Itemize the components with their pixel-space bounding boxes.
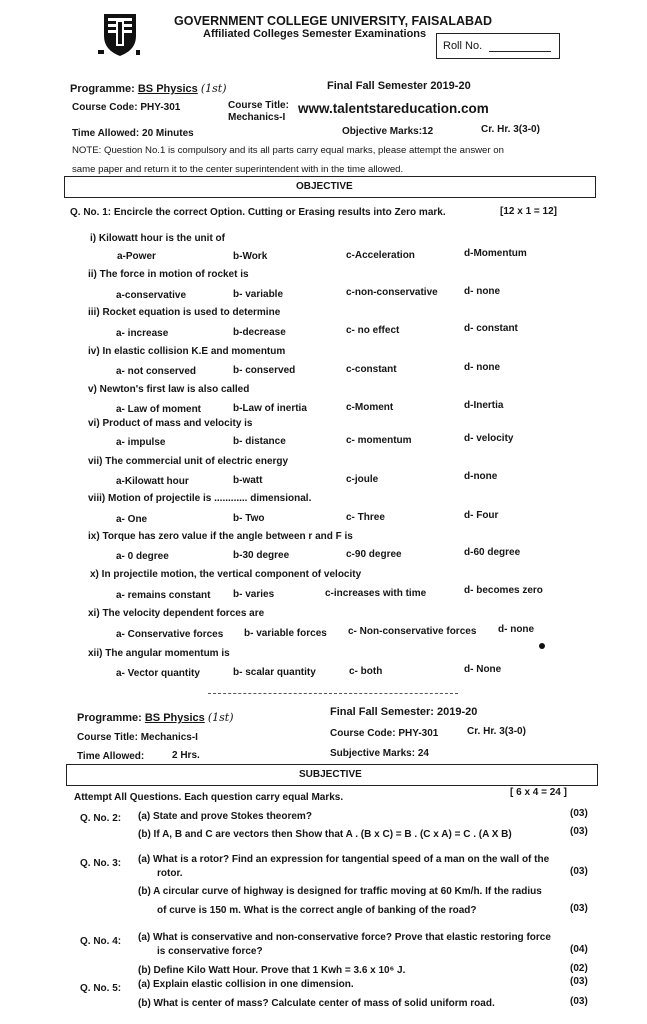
mcq-question: iii) Rocket equation is used to determine — [88, 307, 281, 318]
q4b-text: (b) Define Kilo Watt Hour. Prove that 1 Kwh = 3.6 x 10⁶ J. — [138, 965, 406, 976]
mcq-question: v) Newton's first law is also called — [88, 384, 250, 395]
mcq-option-c[interactable]: c-constant — [346, 364, 397, 375]
q2a-text: (a) State and prove Stokes theorem? — [138, 811, 312, 822]
q5b-text: (b) What is center of mass? Calculate center of mass of solid uniform road. — [138, 998, 495, 1009]
q5b-marks: (03) — [570, 996, 588, 1007]
mcq-question: vi) Product of mass and velocity is — [88, 418, 253, 429]
mcq-option-d[interactable]: d- becomes zero — [464, 585, 543, 596]
q3b-marks: (03) — [570, 903, 588, 914]
mcq-question: ii) The force in motion of rocket is — [88, 269, 249, 280]
university-logo — [96, 10, 144, 58]
mcq-option-d[interactable]: d- none — [464, 286, 501, 297]
subj-instruction: Attempt All Questions. Each question carry equal Marks. — [74, 792, 344, 803]
website-watermark: www.talentstareducation.com — [298, 101, 489, 116]
mcq-option-c[interactable]: c- Three — [346, 512, 385, 523]
q5a-text: (a) Explain elastic collision in one dimension. — [138, 979, 354, 990]
roll-no-label: Roll No. — [443, 40, 483, 52]
q4a-text-line-1: (a) What is conservative and non-conservative force? Prove that elastic restoring force — [138, 932, 551, 943]
mcq-option-c[interactable]: c- no effect — [346, 325, 400, 336]
q3b-text-line-1: (b) A circular curve of highway is designed for traffic moving at 60 Km/h. If the radius — [138, 886, 542, 897]
subj-total: [ 6 x 4 = 24 ] — [510, 787, 567, 798]
q2-label: Q. No. 2: — [80, 813, 122, 824]
subj-programme — [77, 711, 234, 724]
exam-subtitle: Affiliated Colleges Semester Examinations — [203, 28, 427, 40]
mcq-option-b[interactable]: b-Work — [233, 251, 268, 262]
subj-programme-value: BS Physics — [144, 712, 205, 724]
q4a-marks: (04) — [570, 944, 588, 955]
mcq-option-a[interactable]: a- One — [116, 514, 148, 525]
obj-course-code: Course Code: PHY-301 — [72, 102, 181, 113]
mcq-option-a[interactable]: a- not conserved — [116, 366, 197, 377]
mcq-question: iv) In elastic collision K.E and momentum — [88, 346, 286, 357]
mcq-option-b[interactable]: b- scalar quantity — [233, 667, 316, 678]
mcq-option-a[interactable]: a-Kilowatt hour — [116, 476, 189, 487]
obj-credit: Cr. Hr. 3(3-0) — [481, 124, 540, 135]
mcq-option-b[interactable]: b-watt — [233, 475, 263, 486]
mcq-option-a[interactable]: a- Law of moment — [116, 404, 202, 415]
obj-programme-label: Programme: — [70, 83, 135, 95]
mcq-question: xi) The velocity dependent forces are — [88, 608, 265, 619]
mcq-question: x) In projectile motion, the vertical component of velocity — [90, 569, 362, 580]
objective-heading: OBJECTIVE — [296, 181, 353, 192]
q4b-marks: (02) — [570, 963, 588, 974]
mcq-option-c[interactable]: c- momentum — [346, 435, 412, 446]
mcq-option-d[interactable]: d- constant — [464, 323, 518, 334]
ink-dot — [539, 643, 545, 649]
q2b-marks: (03) — [570, 826, 588, 837]
subj-time-value: 2 Hrs. — [172, 750, 200, 761]
q3a-text-line-2: rotor. — [157, 868, 183, 879]
subj-programme-note: (1st) — [207, 711, 234, 724]
mcq-option-b[interactable]: b-30 degree — [233, 550, 290, 561]
mcq-option-d[interactable]: d-none — [464, 471, 498, 482]
mcq-option-a[interactable]: a-Power — [117, 251, 156, 262]
q3a-text-line-1: (a) What is a rotor? Find an expression for tangential speed of a man on the wall of the — [138, 854, 550, 865]
subj-course-title: Course Title: Mechanics-I — [77, 732, 198, 743]
obj-programme-value: BS Physics — [137, 83, 198, 95]
mcq-question: i) Kilowatt hour is the unit of — [90, 233, 225, 244]
mcq-option-c[interactable]: c-Moment — [346, 402, 394, 413]
obj-course-title-label: Course Title: — [228, 100, 289, 111]
mcq-option-c[interactable]: c-Acceleration — [346, 250, 415, 261]
mcq-option-d[interactable]: d-Momentum — [464, 248, 527, 259]
subj-marks: Subjective Marks: 24 — [330, 748, 429, 759]
section-separator — [208, 693, 458, 694]
subj-course-code: Course Code: PHY-301 — [330, 728, 439, 739]
mcq-option-a[interactable]: a- impulse — [116, 437, 166, 448]
mcq-option-d[interactable]: d- velocity — [464, 433, 514, 444]
subjective-heading: SUBJECTIVE — [299, 769, 362, 780]
mcq-option-d[interactable]: d- none — [498, 624, 535, 635]
q5-label: Q. No. 5: — [80, 983, 122, 994]
mcq-option-b[interactable]: b- varies — [233, 589, 275, 600]
mcq-option-d[interactable]: d- None — [464, 664, 502, 675]
q3-label: Q. No. 3: — [80, 858, 122, 869]
mcq-option-a[interactable]: a- Vector quantity — [116, 668, 200, 679]
mcq-option-c[interactable]: c-increases with time — [325, 588, 427, 599]
mcq-question: xii) The angular momentum is — [88, 648, 230, 659]
obj-programme-note: (1st) — [200, 82, 227, 95]
q3b-text-line-2: of curve is 150 m. What is the correct angle of banking of the road? — [157, 905, 477, 916]
mcq-option-b[interactable]: b-decrease — [233, 327, 286, 338]
q5a-marks: (03) — [570, 976, 588, 987]
obj-time-allowed: Time Allowed: 20 Minutes — [72, 128, 194, 139]
mcq-option-a[interactable]: a-conservative — [116, 290, 187, 301]
mcq-question: viii) Motion of projectile is ............ dimensional. — [88, 493, 312, 504]
mcq-option-a[interactable]: a- 0 degree — [116, 551, 169, 562]
mcq-option-a[interactable]: a- remains constant — [116, 590, 211, 601]
roll-no-box — [436, 33, 560, 59]
mcq-question: ix) Torque has zero value if the angle between r and F is — [88, 531, 353, 542]
q3a-marks: (03) — [570, 866, 588, 877]
mcq-option-c[interactable]: c-non-conservative — [346, 287, 438, 298]
subj-semester: Final Fall Semester: 2019-20 — [330, 706, 478, 718]
mcq-option-b[interactable]: b-Law of inertia — [233, 403, 307, 414]
mcq-option-b[interactable]: b- Two — [233, 513, 265, 524]
q2b-text: (b) If A, B and C are vectors then Show that A . (B x C) = B . (C x A) = C . (A X B) — [138, 829, 512, 840]
obj-marks: Objective Marks:12 — [342, 126, 434, 137]
mcq-option-c[interactable]: c-90 degree — [346, 549, 402, 560]
university-name: GOVERNMENT COLLEGE UNIVERSITY, FAISALABAD — [174, 14, 493, 28]
mcq-option-d[interactable]: d-Inertia — [464, 400, 504, 411]
mcq-option-d[interactable]: d-60 degree — [464, 547, 521, 558]
mcq-option-d[interactable]: d- Four — [464, 510, 499, 521]
mcq-option-d[interactable]: d- none — [464, 362, 501, 373]
obj-semester: Final Fall Semester 2019-20 — [327, 80, 471, 92]
q1-marks: [12 x 1 = 12] — [500, 206, 557, 217]
mcq-option-c[interactable]: c- both — [349, 666, 383, 677]
q2a-marks: (03) — [570, 808, 588, 819]
mcq-option-a[interactable]: a- Conservative forces — [116, 629, 224, 640]
mcq-option-b[interactable]: b- distance — [233, 436, 286, 447]
subj-programme-label: Programme: — [77, 712, 142, 724]
roll-no-field-line[interactable] — [489, 51, 551, 52]
obj-programme — [70, 82, 227, 95]
mcq-question: vii) The commercial unit of electric energy — [88, 456, 289, 467]
mcq-option-b[interactable]: b- variable — [233, 289, 284, 300]
q4a-text-line-2: is conservative force? — [157, 946, 263, 957]
obj-note-line-2: same paper and return it to the center superintendent with in the time allowed. — [72, 164, 404, 175]
mcq-option-b[interactable]: b- variable forces — [244, 628, 327, 639]
obj-course-title: Mechanics-I — [228, 112, 286, 123]
subj-credit: Cr. Hr. 3(3-0) — [467, 726, 526, 737]
obj-note-line-1: NOTE: Question No.1 is compulsory and its all parts carry equal marks, please attempt the answer on — [72, 145, 504, 156]
subjective-banner — [66, 764, 598, 786]
mcq-option-a[interactable]: a- increase — [116, 328, 169, 339]
subj-time-label: Time Allowed: — [77, 751, 145, 762]
q4-label: Q. No. 4: — [80, 936, 122, 947]
objective-banner — [64, 176, 596, 198]
mcq-option-c[interactable]: c- Non-conservative forces — [348, 626, 477, 637]
q1-instruction: Q. No. 1: Encircle the correct Option. Cutting or Erasing results into Zero mark. — [70, 207, 446, 218]
mcq-option-b[interactable]: b- conserved — [233, 365, 296, 376]
mcq-option-c[interactable]: c-joule — [346, 474, 379, 485]
